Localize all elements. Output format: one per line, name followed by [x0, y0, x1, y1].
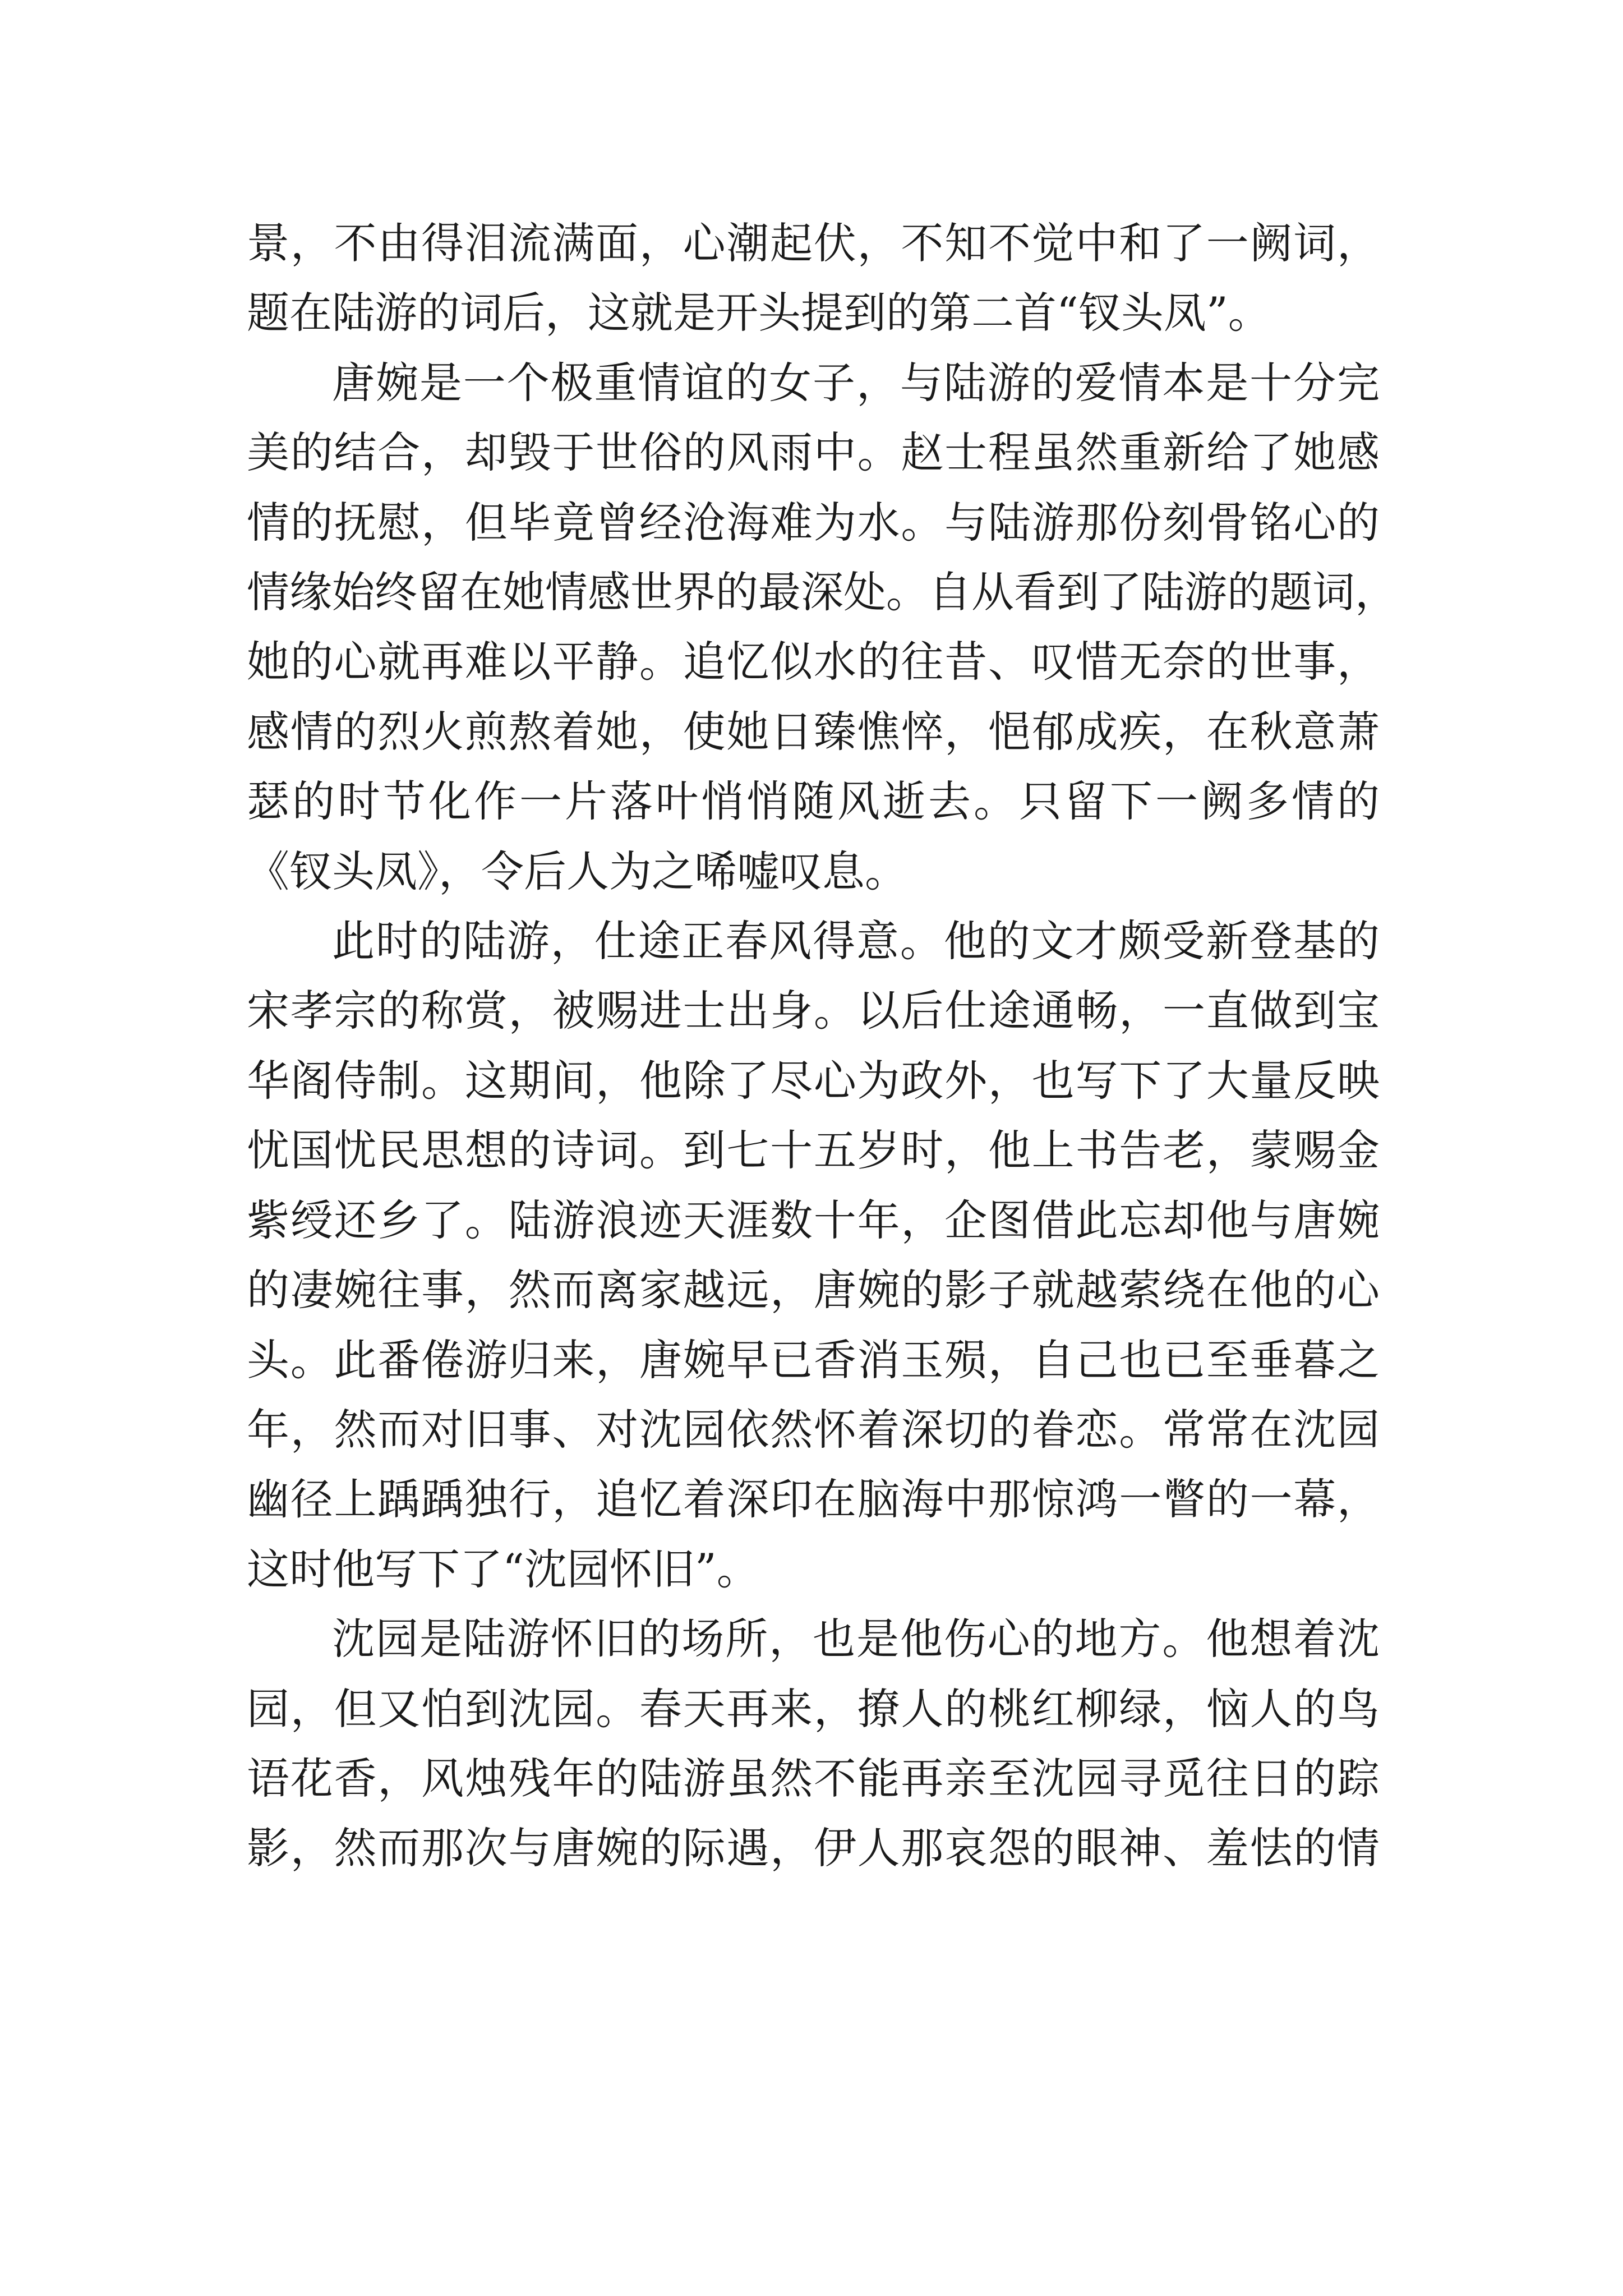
text-line: 宋孝宗的称赏，被赐进士出身。以后仕途通畅，一直做到宝: [247, 986, 1380, 1036]
text-line: 忧国忧民思想的诗词。到七十五岁时，他上书告老，蒙赐金: [247, 1125, 1380, 1176]
text-line: 幽径上踽踽独行，追忆着深印在脑海中那惊鸿一瞥的一幕，: [247, 1474, 1380, 1525]
text-line: 美的结合，却毁于世俗的风雨中。赵士程虽然重新给了她感: [247, 427, 1380, 478]
text-line: 头。此番倦游归来，唐婉早已香消玉殒，自己也已至垂暮之: [247, 1335, 1380, 1385]
text-line: 紫绶还乡了。陆游浪迹天涯数十年，企图借此忘却他与唐婉: [247, 1195, 1380, 1245]
text-line: 情的抚慰，但毕竟曾经沧海难为水。与陆游那份刻骨铭心的: [247, 497, 1380, 547]
text-line: 沈园是陆游怀旧的场所，也是他伤心的地方。他想着沈: [332, 1614, 1380, 1664]
text-line: 情缘始终留在她情感世界的最深处。自从看到了陆游的题词，: [247, 567, 1398, 618]
paragraph-1: [247, 209, 1380, 348]
text-line: 这时他写下了“沈园怀旧”。: [247, 1544, 759, 1594]
text-line: 她的心就再难以平静。追忆似水的往昔、叹惜无奈的世事，: [247, 637, 1380, 687]
text-line: 瑟的时节化作一片落叶悄悄随风逝去。只留下一阙多情的: [247, 776, 1380, 827]
text-line: 唐婉是一个极重情谊的女子，与陆游的爱情本是十分完: [332, 357, 1380, 408]
paragraph-4: [247, 1604, 1380, 1884]
body-text: [247, 209, 1398, 1884]
text-line: 影，然而那次与唐婉的际遇，伊人那哀怨的眼神、羞怯的情: [247, 1823, 1380, 1874]
text-line: 感情的烈火煎熬着她，使她日臻憔悴，悒郁成疾，在秋意萧: [247, 706, 1380, 757]
paragraph-3: [247, 907, 1380, 1604]
text-line: 《钗头凤》，令后人为之唏嘘叹息。: [247, 846, 907, 896]
text-line: 景，不由得泪流满面，心潮起伏，不知不觉中和了一阙词，: [247, 218, 1380, 268]
text-line: 华阁侍制。这期间，他除了尽心为政外，也写下了大量反映: [247, 1055, 1380, 1106]
text-line: 题在陆游的词后，这就是开头提到的第二首“钗头凤”。: [247, 288, 1271, 338]
text-line: 园，但又怕到沈园。春天再来，撩人的桃红柳绿，恼人的鸟: [247, 1683, 1380, 1734]
text-line: 语花香，风烛残年的陆游虽然不能再亲至沈园寻觅往日的踪: [247, 1753, 1380, 1803]
text-line: 此时的陆游，仕途正春风得意。他的文才颇受新登基的: [332, 916, 1380, 967]
text-line: 年，然而对旧事、对沈园依然怀着深切的眷恋。常常在沈园: [247, 1404, 1380, 1455]
paragraph-2: [247, 348, 1398, 907]
text-line: 的凄婉往事，然而离家越远，唐婉的影子就越萦绕在他的心: [247, 1265, 1380, 1315]
